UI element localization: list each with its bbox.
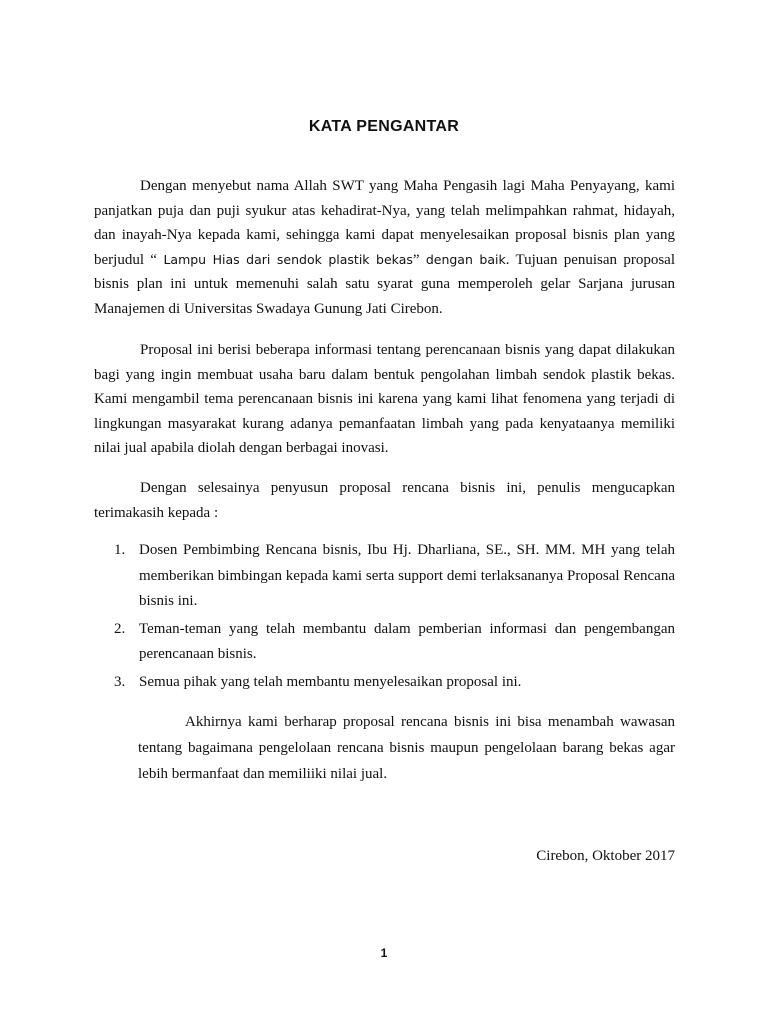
list-item: [94, 538, 675, 615]
paragraph-intro-rest: . Tujuan penuisan proposal bisnis plan ini untuk memenuhi salah satu syarat guna memperoleh gelar Sarjana jurusan Manajemen di Universitas Swadaya Gunung Jati Cirebon.: [94, 251, 675, 317]
proposal-title-text: Lampu Hias dari sendok plastik bekas: [156, 251, 413, 267]
place-date: Cirebon, Oktober 2017: [536, 848, 675, 864]
page-title: KATA PENGANTAR: [308, 118, 460, 135]
list-item-number: 1.: [114, 542, 126, 558]
list-item-number: 2.: [114, 620, 126, 637]
list-item-text: Teman-teman yang telah membantu dalam pemberian informasi dan pengembangan perencanaan bisnis.: [139, 620, 675, 662]
paragraph-thanks-intro: [94, 476, 675, 525]
list-item-text: Semua pihak yang telah membantu menyelesaikan proposal ini.: [139, 673, 522, 690]
page-number: 1: [380, 946, 388, 960]
list-item-text: Dosen Pembimbing Rencana bisnis, Ibu Hj. Dharliana, SE., SH. MM. MH yang telah memberikan bimbingan kepada kami serta support demi terlaksananya Proposal Rencana bisnis ini.: [139, 542, 675, 609]
list-item-number: 3.: [114, 673, 126, 690]
paragraph-intro: [94, 174, 675, 322]
paragraph-content-text: Proposal ini berisi beberapa informasi tentang perencanaan bisnis yang dapat dilakukan bagi yang ingin membuat usaha baru dalam bentuk pengolahan limbah sendok plastik bekas. Kami mengambil tema perencanaan bisnis ini karena yang kami lihat fenomena yang terjadi di lingkungan masyarakat kurang adanya pemanfaatan limbah yang pada kenyataanya memiliki nilai jual apabila diolah dengan berbagai inovasi.: [94, 342, 675, 457]
paragraph-content: [94, 338, 675, 461]
paragraph-intro-text: Dengan menyebut nama Allah SWT yang Maha Pengasih lagi Maha Penyayang, kami panjatkan puja dan puji syukur atas kehadirat-Nya, yang telah melimpahkan rahmat, hidayah, dan inayah-Nya kepada kami, sehingga kami dapat menyelesaikan proposal bisnis plan yang berjudul “: [94, 178, 675, 268]
paragraph-thanks-intro-text: Dengan selesainya penyusun proposal rencana bisnis ini, penulis mengucapkan terimakasih kepada :: [94, 480, 675, 521]
paragraph-closing: [138, 709, 675, 787]
list-item: [94, 617, 675, 668]
thanks-list: [94, 538, 675, 695]
quote-close: ”: [412, 251, 426, 268]
proposal-title-suffix: dengan baik: [425, 251, 506, 267]
list-item: [94, 670, 675, 696]
paragraph-closing-text: Akhirnya kami berharap proposal rencana bisnis ini bisa menambah wawasan tentang bagaimana pengelolaan rencana bisnis maupun pengelolaan barang bekas agar lebih bermanfaat dan memiliiki nilai jual.: [138, 714, 675, 782]
